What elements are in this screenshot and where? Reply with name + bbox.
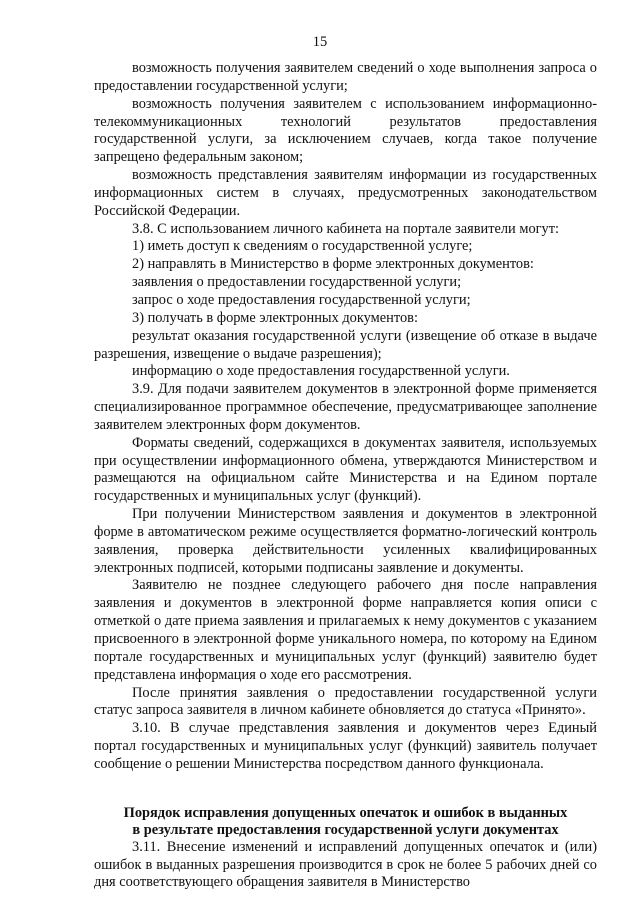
- paragraph: Заявителю не позднее следующего рабочего дня после направления заявления и документов в электронной форме направляется копия описи с отметкой о дате приема заявления и прилагаемых к нему документов с указанием присвоенного в электронной форме уникального номера, по которому на Едином портале государственных и муниципальных услуг (функций) заявителю будет представлена информация о ходе его рассмотрения.: [94, 577, 597, 683]
- paragraph: запрос о ходе предоставления государственной услуги;: [132, 291, 471, 308]
- paragraph: При получении Министерством заявления и документов в электронной форме в автоматическом режиме осуществляется форматно-логический контроль заявления, проверка действительности усиленных квалифицированных электронных подписей, которыми подписаны заявление и документы.: [94, 506, 597, 576]
- paragraph: После принятия заявления о предоставлении государственной услуги статус запроса заявителя в личном кабинете обновляется до статуса «Принято».: [94, 684, 597, 719]
- paragraph: 3) получать в форме электронных документов:: [132, 309, 418, 326]
- paragraph: 1) иметь доступ к сведениям о государственной услуге;: [132, 238, 473, 255]
- document-body: [94, 60, 597, 892]
- paragraph: возможность получения заявителем сведений о ходе выполнения запроса о предоставлении государственной услуги;: [94, 60, 597, 94]
- paragraph: возможность представления заявителям информации из государственных информационных систем в случаях, предусмотренных законодательством Российской Федерации.: [94, 167, 597, 219]
- paragraph: 3.9. Для подачи заявителем документов в электронной форме применяется специализированное программное обеспечение, предусматривающее заполнение заявителем электронных форм документов.: [94, 381, 597, 433]
- section-heading-line-2: в результате предоставления государственной услуги документах: [132, 821, 559, 838]
- paragraph: информацию о ходе предоставления государственной услуги.: [132, 363, 510, 380]
- paragraph: Форматы сведений, содержащихся в документах заявителя, используемых при осуществлении информационного обмена, утверждаются Министерством и размещаются на официальном сайте Министерства и на Едином портале государственных и муниципальных услуг (функций).: [94, 434, 597, 505]
- page-number: 15: [312, 34, 328, 50]
- section-heading: [94, 805, 597, 839]
- paragraph: результат оказания государственной услуги (извещение об отказе в выдаче разрешения, извещение о выдаче разрешения);: [94, 327, 597, 362]
- paragraph: возможность получения заявителем с использованием информационно-телекоммуникационных технологий результатов предоставления государственной услуги, за исключением случаев, когда такое получение запрещено федеральным законом;: [94, 95, 597, 166]
- paragraph: 2) направлять в Министерство в форме электронных документов:: [132, 256, 534, 273]
- paragraphs-bottom: [94, 839, 597, 893]
- paragraphs-top: [94, 60, 597, 774]
- paragraph: 3.10. В случае представления заявления и документов через Единый портал государственных и муниципальных услуг (функций) заявитель получает сообщение о решении Министерства посредством данного функционала.: [94, 720, 597, 772]
- paragraph: 3.11. Внесение изменений и исправлений допущенных опечаток и (или) ошибок в выданных разрешения производится в срок не более 5 рабочих дней со дня соответствующего обращения заявителя в Министерство: [94, 838, 597, 891]
- paragraph: 3.8. С использованием личного кабинета на портале заявители могут:: [132, 220, 560, 237]
- paragraph: заявления о предоставлении государственной услуги;: [132, 274, 462, 291]
- section-heading-line-1: Порядок исправления допущенных опечаток и ошибок в выданных: [123, 804, 568, 821]
